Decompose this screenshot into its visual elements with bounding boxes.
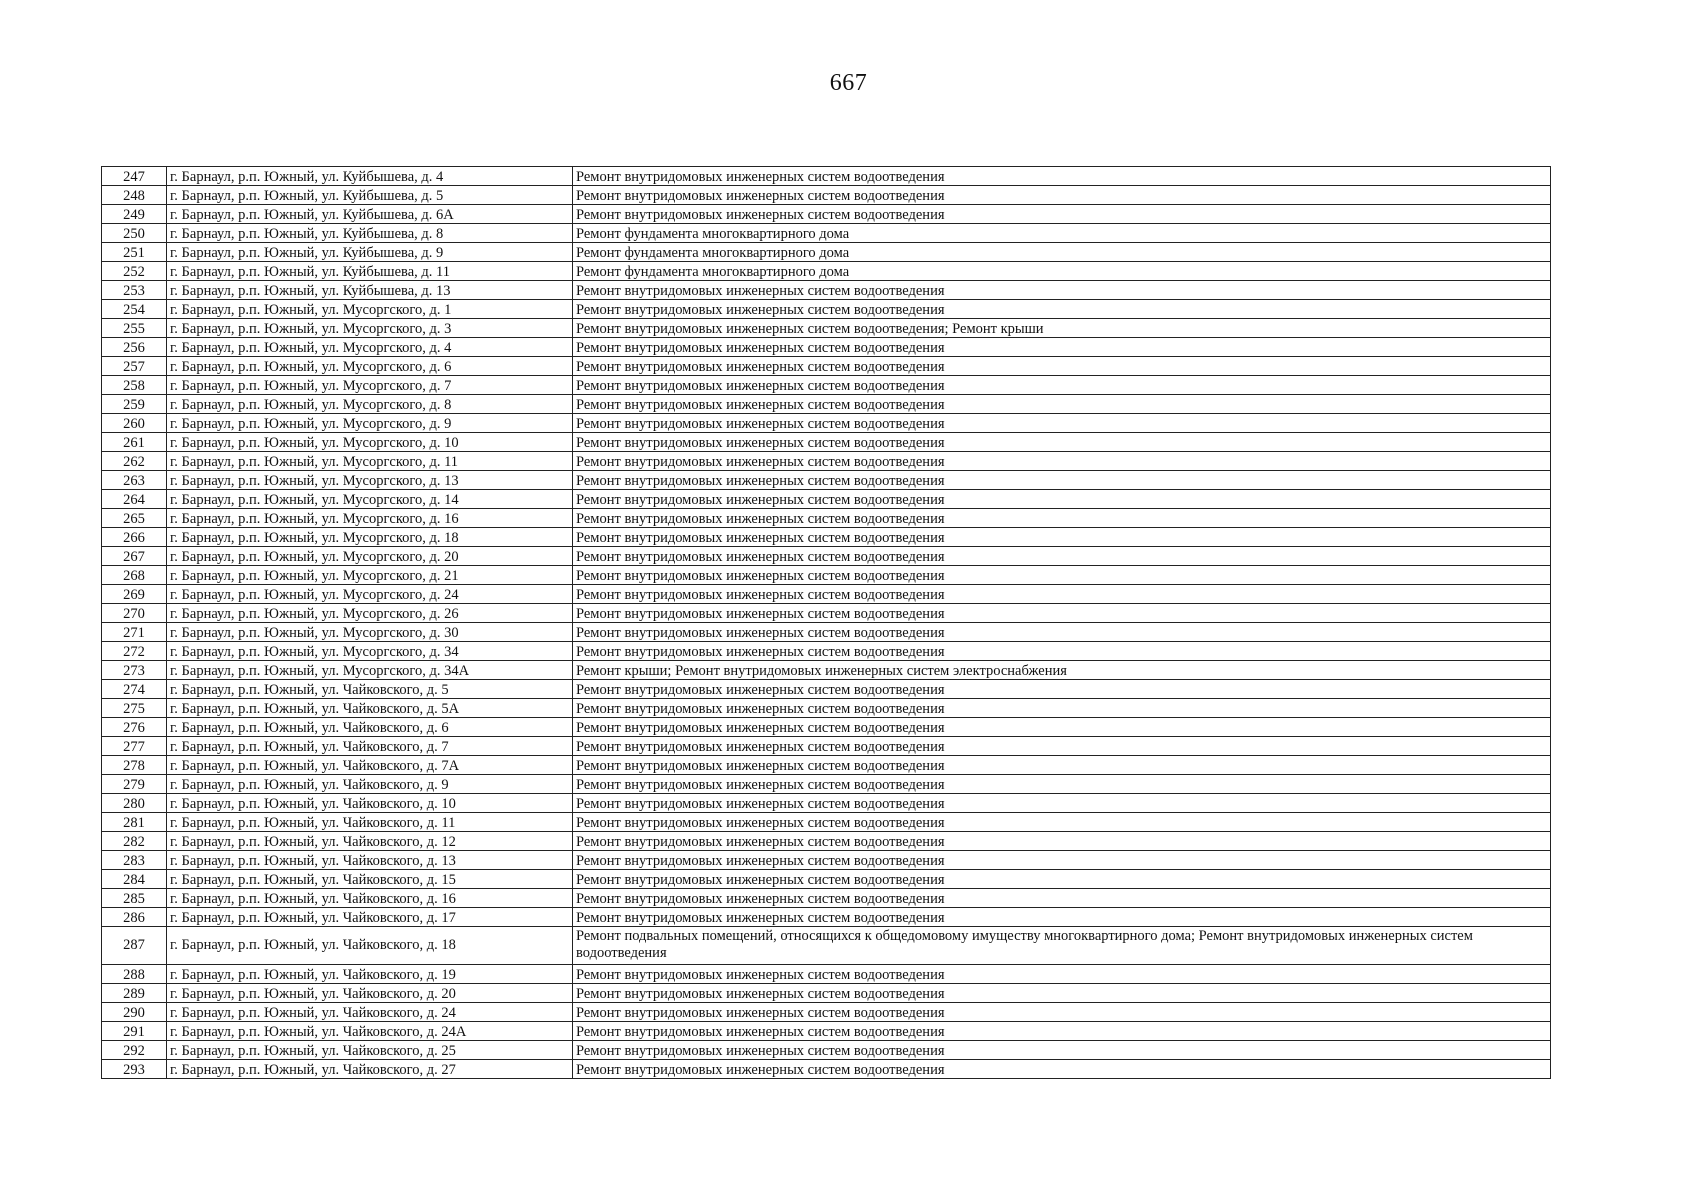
address-cell: г. Барнаул, р.п. Южный, ул. Мусоргского, д. 30 <box>167 623 573 642</box>
table-row <box>102 452 1551 471</box>
address-cell: г. Барнаул, р.п. Южный, ул. Мусоргского, д. 18 <box>167 528 573 547</box>
row-number-cell: 271 <box>102 623 167 642</box>
table-row <box>102 1003 1551 1022</box>
row-number-cell: 281 <box>102 813 167 832</box>
address-cell: г. Барнаул, р.п. Южный, ул. Мусоргского, д. 8 <box>167 395 573 414</box>
address-cell: г. Барнаул, р.п. Южный, ул. Куйбышева, д. 9 <box>167 243 573 262</box>
row-number-cell: 289 <box>102 984 167 1003</box>
table-row <box>102 186 1551 205</box>
address-cell: г. Барнаул, р.п. Южный, ул. Куйбышева, д. 5 <box>167 186 573 205</box>
address-cell: г. Барнаул, р.п. Южный, ул. Чайковского, д. 20 <box>167 984 573 1003</box>
work-type-cell: Ремонт внутридомовых инженерных систем водоотведения <box>573 205 1551 224</box>
row-number-cell: 269 <box>102 585 167 604</box>
address-cell: г. Барнаул, р.п. Южный, ул. Чайковского, д. 18 <box>167 927 573 965</box>
work-type-cell: Ремонт фундамента многоквартирного дома <box>573 224 1551 243</box>
table-row <box>102 243 1551 262</box>
address-cell: г. Барнаул, р.п. Южный, ул. Мусоргского, д. 34А <box>167 661 573 680</box>
address-cell: г. Барнаул, р.п. Южный, ул. Чайковского, д. 11 <box>167 813 573 832</box>
table-row <box>102 737 1551 756</box>
address-cell: г. Барнаул, р.п. Южный, ул. Чайковского, д. 16 <box>167 889 573 908</box>
table-row <box>102 376 1551 395</box>
table-row <box>102 642 1551 661</box>
address-cell: г. Барнаул, р.п. Южный, ул. Чайковского, д. 5А <box>167 699 573 718</box>
work-type-cell: Ремонт внутридомовых инженерных систем водоотведения <box>573 908 1551 927</box>
table-row <box>102 984 1551 1003</box>
row-number-cell: 274 <box>102 680 167 699</box>
work-type-cell: Ремонт внутридомовых инженерных систем водоотведения <box>573 756 1551 775</box>
address-cell: г. Барнаул, р.п. Южный, ул. Мусоргского, д. 1 <box>167 300 573 319</box>
address-cell: г. Барнаул, р.п. Южный, ул. Чайковского, д. 10 <box>167 794 573 813</box>
row-number-cell: 265 <box>102 509 167 528</box>
row-number-cell: 279 <box>102 775 167 794</box>
address-cell: г. Барнаул, р.п. Южный, ул. Мусоргского, д. 4 <box>167 338 573 357</box>
row-number-cell: 259 <box>102 395 167 414</box>
table-row <box>102 471 1551 490</box>
row-number-cell: 254 <box>102 300 167 319</box>
table-row <box>102 547 1551 566</box>
row-number-cell: 278 <box>102 756 167 775</box>
row-number-cell: 249 <box>102 205 167 224</box>
table-row <box>102 338 1551 357</box>
table-row <box>102 433 1551 452</box>
address-cell: г. Барнаул, р.п. Южный, ул. Чайковского, д. 24 <box>167 1003 573 1022</box>
work-type-cell: Ремонт внутридомовых инженерных систем водоотведения <box>573 1003 1551 1022</box>
row-number-cell: 277 <box>102 737 167 756</box>
work-type-cell: Ремонт внутридомовых инженерных систем водоотведения <box>573 680 1551 699</box>
work-type-cell: Ремонт внутридомовых инженерных систем водоотведения <box>573 566 1551 585</box>
table-row <box>102 281 1551 300</box>
table-row <box>102 528 1551 547</box>
table-body <box>102 167 1551 1079</box>
work-type-cell: Ремонт внутридомовых инженерных систем водоотведения <box>573 775 1551 794</box>
row-number-cell: 256 <box>102 338 167 357</box>
row-number-cell: 283 <box>102 851 167 870</box>
work-type-cell: Ремонт внутридомовых инженерных систем водоотведения <box>573 699 1551 718</box>
work-type-cell: Ремонт внутридомовых инженерных систем водоотведения <box>573 965 1551 984</box>
row-number-cell: 273 <box>102 661 167 680</box>
work-type-cell: Ремонт внутридомовых инженерных систем водоотведения <box>573 376 1551 395</box>
address-cell: г. Барнаул, р.п. Южный, ул. Чайковского, д. 19 <box>167 965 573 984</box>
work-type-cell: Ремонт внутридомовых инженерных систем водоотведения <box>573 832 1551 851</box>
address-cell: г. Барнаул, р.п. Южный, ул. Чайковского, д. 15 <box>167 870 573 889</box>
table-row <box>102 167 1551 186</box>
row-number-cell: 287 <box>102 927 167 965</box>
address-cell: г. Барнаул, р.п. Южный, ул. Куйбышева, д. 13 <box>167 281 573 300</box>
row-number-cell: 275 <box>102 699 167 718</box>
address-cell: г. Барнаул, р.п. Южный, ул. Куйбышева, д. 4 <box>167 167 573 186</box>
address-cell: г. Барнаул, р.п. Южный, ул. Куйбышева, д. 6А <box>167 205 573 224</box>
work-type-cell: Ремонт внутридомовых инженерных систем водоотведения <box>573 889 1551 908</box>
address-cell: г. Барнаул, р.п. Южный, ул. Мусоргского, д. 20 <box>167 547 573 566</box>
table-row <box>102 927 1551 965</box>
table-row <box>102 775 1551 794</box>
address-cell: г. Барнаул, р.п. Южный, ул. Мусоргского, д. 10 <box>167 433 573 452</box>
work-type-cell: Ремонт внутридомовых инженерных систем водоотведения <box>573 300 1551 319</box>
address-cell: г. Барнаул, р.п. Южный, ул. Чайковского, д. 6 <box>167 718 573 737</box>
work-type-cell: Ремонт фундамента многоквартирного дома <box>573 262 1551 281</box>
address-cell: г. Барнаул, р.п. Южный, ул. Мусоргского, д. 3 <box>167 319 573 338</box>
row-number-cell: 251 <box>102 243 167 262</box>
work-type-cell: Ремонт внутридомовых инженерных систем водоотведения <box>573 547 1551 566</box>
table-row <box>102 1041 1551 1060</box>
row-number-cell: 282 <box>102 832 167 851</box>
table-row <box>102 262 1551 281</box>
table-row <box>102 661 1551 680</box>
work-type-cell: Ремонт внутридомовых инженерных систем водоотведения <box>573 737 1551 756</box>
repair-table-container <box>101 166 1551 1079</box>
table-row <box>102 395 1551 414</box>
work-type-cell: Ремонт внутридомовых инженерных систем водоотведения <box>573 870 1551 889</box>
table-row <box>102 813 1551 832</box>
row-number-cell: 258 <box>102 376 167 395</box>
work-type-cell: Ремонт внутридомовых инженерных систем водоотведения <box>573 414 1551 433</box>
row-number-cell: 292 <box>102 1041 167 1060</box>
row-number-cell: 268 <box>102 566 167 585</box>
row-number-cell: 270 <box>102 604 167 623</box>
row-number-cell: 263 <box>102 471 167 490</box>
work-type-cell: Ремонт внутридомовых инженерных систем водоотведения; Ремонт крыши <box>573 319 1551 338</box>
address-cell: г. Барнаул, р.п. Южный, ул. Чайковского, д. 9 <box>167 775 573 794</box>
table-row <box>102 205 1551 224</box>
table-row <box>102 870 1551 889</box>
address-cell: г. Барнаул, р.п. Южный, ул. Мусоргского, д. 34 <box>167 642 573 661</box>
table-row <box>102 566 1551 585</box>
table-row <box>102 604 1551 623</box>
address-cell: г. Барнаул, р.п. Южный, ул. Чайковского, д. 12 <box>167 832 573 851</box>
address-cell: г. Барнаул, р.п. Южный, ул. Мусоргского, д. 6 <box>167 357 573 376</box>
work-type-cell: Ремонт подвальных помещений, относящихся к общедомовому имуществу многоквартирного дома; Ремонт внутридомовых инженерных систем водоотведения <box>573 927 1551 965</box>
address-cell: г. Барнаул, р.п. Южный, ул. Чайковского, д. 27 <box>167 1060 573 1079</box>
address-cell: г. Барнаул, р.п. Южный, ул. Чайковского, д. 24А <box>167 1022 573 1041</box>
table-row <box>102 357 1551 376</box>
address-cell: г. Барнаул, р.п. Южный, ул. Чайковского, д. 7 <box>167 737 573 756</box>
address-cell: г. Барнаул, р.п. Южный, ул. Мусоргского, д. 11 <box>167 452 573 471</box>
table-row <box>102 794 1551 813</box>
table-row <box>102 965 1551 984</box>
table-row <box>102 1060 1551 1079</box>
work-type-cell: Ремонт внутридомовых инженерных систем водоотведения <box>573 813 1551 832</box>
work-type-cell: Ремонт внутридомовых инженерных систем водоотведения <box>573 186 1551 205</box>
table-row <box>102 224 1551 243</box>
table-row <box>102 680 1551 699</box>
table-row <box>102 1022 1551 1041</box>
work-type-cell: Ремонт внутридомовых инженерных систем водоотведения <box>573 642 1551 661</box>
address-cell: г. Барнаул, р.п. Южный, ул. Чайковского, д. 17 <box>167 908 573 927</box>
row-number-cell: 261 <box>102 433 167 452</box>
row-number-cell: 248 <box>102 186 167 205</box>
row-number-cell: 286 <box>102 908 167 927</box>
work-type-cell: Ремонт внутридомовых инженерных систем водоотведения <box>573 281 1551 300</box>
row-number-cell: 293 <box>102 1060 167 1079</box>
row-number-cell: 247 <box>102 167 167 186</box>
address-cell: г. Барнаул, р.п. Южный, ул. Куйбышева, д. 11 <box>167 262 573 281</box>
address-cell: г. Барнаул, р.п. Южный, ул. Чайковского, д. 13 <box>167 851 573 870</box>
work-type-cell: Ремонт внутридомовых инженерных систем водоотведения <box>573 604 1551 623</box>
address-cell: г. Барнаул, р.п. Южный, ул. Мусоргского, д. 16 <box>167 509 573 528</box>
row-number-cell: 280 <box>102 794 167 813</box>
address-cell: г. Барнаул, р.п. Южный, ул. Чайковского, д. 25 <box>167 1041 573 1060</box>
row-number-cell: 285 <box>102 889 167 908</box>
row-number-cell: 255 <box>102 319 167 338</box>
work-type-cell: Ремонт внутридомовых инженерных систем водоотведения <box>573 433 1551 452</box>
table-row <box>102 319 1551 338</box>
row-number-cell: 253 <box>102 281 167 300</box>
table-row <box>102 300 1551 319</box>
address-cell: г. Барнаул, р.п. Южный, ул. Мусоргского, д. 9 <box>167 414 573 433</box>
table-row <box>102 585 1551 604</box>
address-cell: г. Барнаул, р.п. Южный, ул. Чайковского, д. 7А <box>167 756 573 775</box>
work-type-cell: Ремонт внутридомовых инженерных систем водоотведения <box>573 338 1551 357</box>
table-row <box>102 414 1551 433</box>
work-type-cell: Ремонт внутридомовых инженерных систем водоотведения <box>573 167 1551 186</box>
row-number-cell: 290 <box>102 1003 167 1022</box>
work-type-cell: Ремонт крыши; Ремонт внутридомовых инженерных систем электроснабжения <box>573 661 1551 680</box>
work-type-cell: Ремонт внутридомовых инженерных систем водоотведения <box>573 794 1551 813</box>
table-row <box>102 832 1551 851</box>
address-cell: г. Барнаул, р.п. Южный, ул. Мусоргского, д. 14 <box>167 490 573 509</box>
work-type-cell: Ремонт внутридомовых инженерных систем водоотведения <box>573 623 1551 642</box>
row-number-cell: 260 <box>102 414 167 433</box>
row-number-cell: 266 <box>102 528 167 547</box>
table-row <box>102 718 1551 737</box>
work-type-cell: Ремонт внутридомовых инженерных систем водоотведения <box>573 718 1551 737</box>
work-type-cell: Ремонт внутридомовых инженерных систем водоотведения <box>573 471 1551 490</box>
row-number-cell: 252 <box>102 262 167 281</box>
work-type-cell: Ремонт внутридомовых инженерных систем водоотведения <box>573 1022 1551 1041</box>
page-number: 667 <box>829 70 868 96</box>
address-cell: г. Барнаул, р.п. Южный, ул. Мусоргского, д. 24 <box>167 585 573 604</box>
work-type-cell: Ремонт внутридомовых инженерных систем водоотведения <box>573 452 1551 471</box>
row-number-cell: 267 <box>102 547 167 566</box>
work-type-cell: Ремонт внутридомовых инженерных систем водоотведения <box>573 851 1551 870</box>
table-row <box>102 623 1551 642</box>
row-number-cell: 262 <box>102 452 167 471</box>
row-number-cell: 250 <box>102 224 167 243</box>
table-row <box>102 851 1551 870</box>
work-type-cell: Ремонт внутридомовых инженерных систем водоотведения <box>573 984 1551 1003</box>
row-number-cell: 276 <box>102 718 167 737</box>
address-cell: г. Барнаул, р.п. Южный, ул. Мусоргского, д. 7 <box>167 376 573 395</box>
work-type-cell: Ремонт внутридомовых инженерных систем водоотведения <box>573 1041 1551 1060</box>
address-cell: г. Барнаул, р.п. Южный, ул. Чайковского, д. 5 <box>167 680 573 699</box>
row-number-cell: 291 <box>102 1022 167 1041</box>
table-row <box>102 756 1551 775</box>
work-type-cell: Ремонт внутридомовых инженерных систем водоотведения <box>573 357 1551 376</box>
row-number-cell: 288 <box>102 965 167 984</box>
row-number-cell: 257 <box>102 357 167 376</box>
row-number-cell: 264 <box>102 490 167 509</box>
work-type-cell: Ремонт фундамента многоквартирного дома <box>573 243 1551 262</box>
address-cell: г. Барнаул, р.п. Южный, ул. Мусоргского, д. 21 <box>167 566 573 585</box>
work-type-cell: Ремонт внутридомовых инженерных систем водоотведения <box>573 1060 1551 1079</box>
table-row <box>102 699 1551 718</box>
table-row <box>102 889 1551 908</box>
repair-table <box>101 166 1551 1079</box>
row-number-cell: 272 <box>102 642 167 661</box>
table-row <box>102 509 1551 528</box>
row-number-cell: 284 <box>102 870 167 889</box>
address-cell: г. Барнаул, р.п. Южный, ул. Куйбышева, д. 8 <box>167 224 573 243</box>
work-type-cell: Ремонт внутридомовых инженерных систем водоотведения <box>573 395 1551 414</box>
address-cell: г. Барнаул, р.п. Южный, ул. Мусоргского, д. 26 <box>167 604 573 623</box>
work-type-cell: Ремонт внутридомовых инженерных систем водоотведения <box>573 585 1551 604</box>
table-row <box>102 908 1551 927</box>
work-type-cell: Ремонт внутридомовых инженерных систем водоотведения <box>573 509 1551 528</box>
table-row <box>102 490 1551 509</box>
work-type-cell: Ремонт внутридомовых инженерных систем водоотведения <box>573 528 1551 547</box>
work-type-cell: Ремонт внутридомовых инженерных систем водоотведения <box>573 490 1551 509</box>
address-cell: г. Барнаул, р.п. Южный, ул. Мусоргского, д. 13 <box>167 471 573 490</box>
